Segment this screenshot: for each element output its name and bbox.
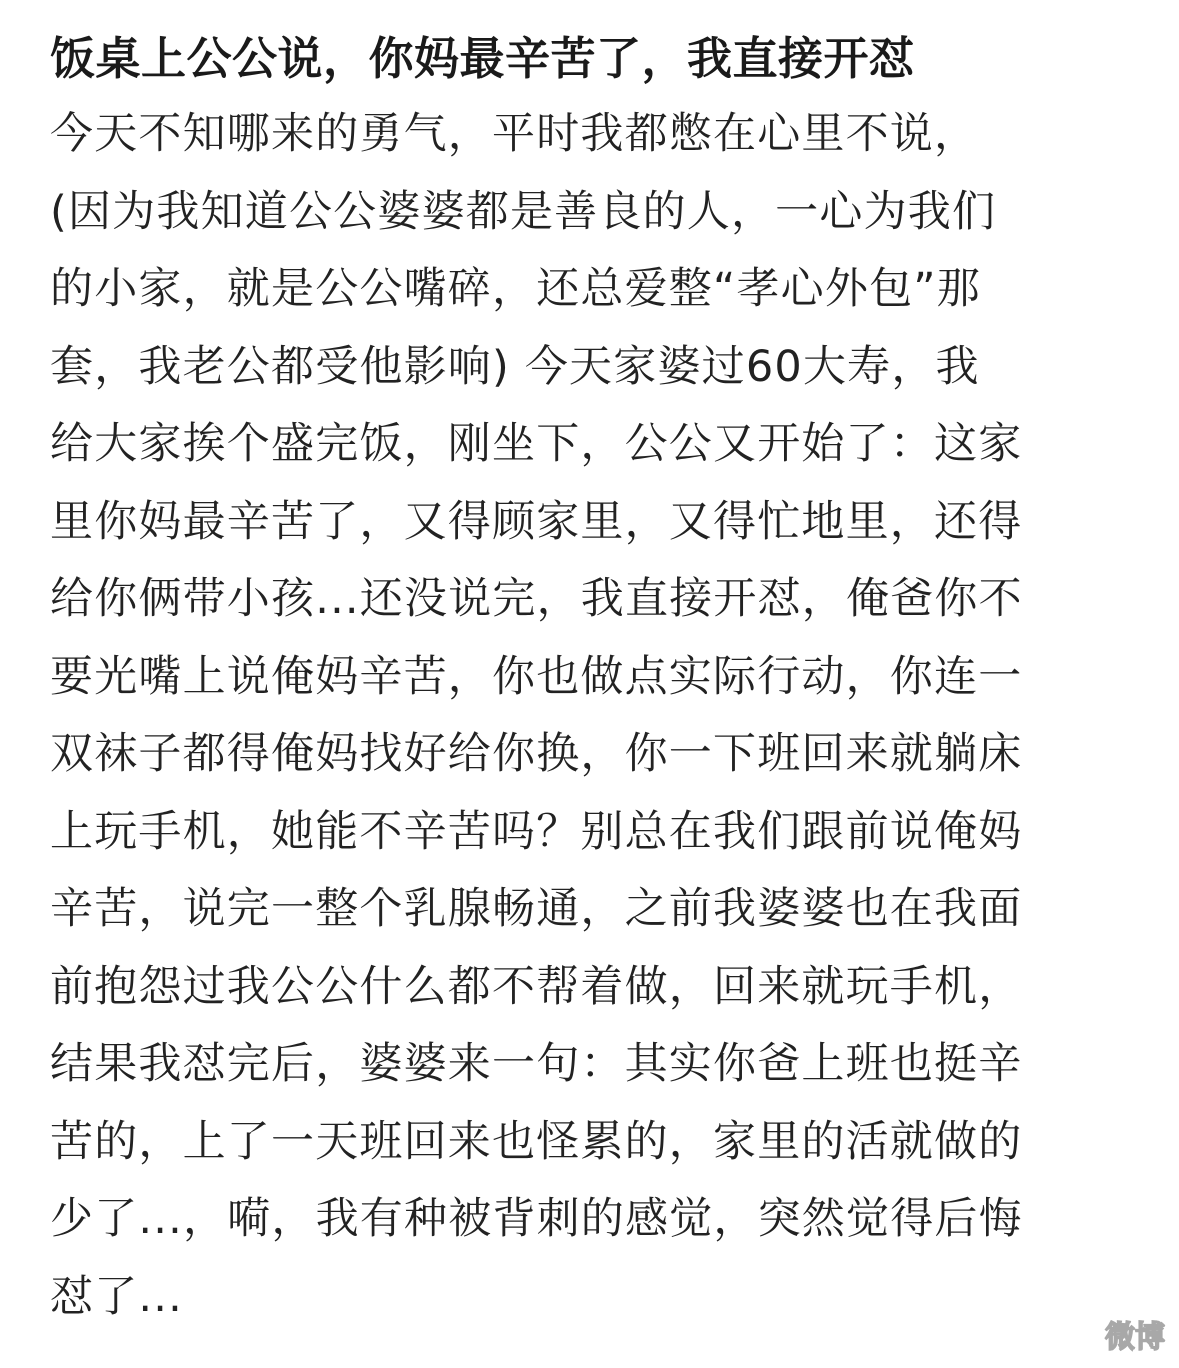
body-line: 里你妈最辛苦了，又得顾家里，又得忙地里，还得 xyxy=(50,496,1023,547)
post-title: 饭桌上公公说，你妈最辛苦了，我直接开怼 xyxy=(50,32,915,85)
body-line: 结果我怼完后，婆婆来一句：其实你爸上班也挺辛 xyxy=(50,1039,1023,1089)
body-line: 双袜子都得俺妈找好给你换，你一下班回来就躺床 xyxy=(50,729,1023,779)
body-line: 今天不知哪来的勇气，平时我都憋在心里不说， xyxy=(50,109,979,159)
body-line: 前抱怨过我公公什么都不帮着做，回来就玩手机， xyxy=(50,961,1023,1012)
body-line: 给大家挨个盛完饭，刚坐下，公公又开始了：这家 xyxy=(50,419,1023,469)
body-line: 怼了... xyxy=(50,1271,184,1322)
body-line: 的小家，就是公公嘴碎，还总爱整“孝心外包”那 xyxy=(50,264,981,314)
weibo-watermark xyxy=(1105,1318,1165,1358)
body-line: (因为我知道公公婆婆都是善良的人，一心为我们 xyxy=(50,186,997,237)
body-line: 辛苦，说完一整个乳腺畅通，之前我婆婆也在我面 xyxy=(50,884,1023,934)
post xyxy=(50,22,1130,1336)
body-line: 少了...，嗬，我有种被背刺的感觉，突然觉得后悔 xyxy=(50,1194,1023,1244)
body-line: 给你俩带小孩...还没说完，我直接开怼，俺爸你不 xyxy=(50,574,1023,624)
body-line: 要光嘴上说俺妈辛苦，你也做点实际行动，你连一 xyxy=(50,651,1023,702)
body-line: 套，我老公都受他影响) 今天家婆过60大寿，我 xyxy=(50,341,980,392)
watermark-text: 微博 xyxy=(1105,1321,1165,1354)
post-body xyxy=(50,96,1130,1336)
body-line: 上玩手机，她能不辛苦吗？别总在我们跟前说俺妈 xyxy=(50,806,1023,857)
body-line: 苦的，上了一天班回来也怪累的，家里的活就做的 xyxy=(50,1116,1023,1167)
